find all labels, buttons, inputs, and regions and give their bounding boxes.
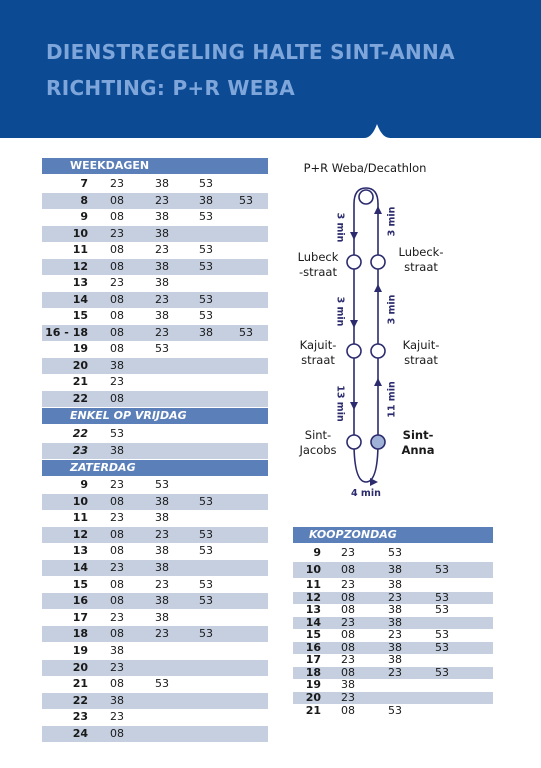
minute-cell: 08: [341, 562, 355, 576]
minute-cell: 38: [155, 259, 169, 273]
minute-cell: 23: [110, 610, 124, 624]
duration-down-2: 3 min: [334, 296, 346, 327]
table-row: [42, 358, 268, 374]
hour-cell: 18: [72, 627, 88, 641]
hour-cell: 21: [72, 677, 88, 691]
hour-cell: 13: [72, 276, 88, 289]
minute-cell: 23: [388, 665, 402, 679]
section-weekdagen: WEEKDAGEN: [42, 158, 268, 174]
stop-lubeckstraat-right: [392, 245, 450, 275]
table-row: [42, 510, 268, 526]
table-row: [42, 527, 268, 543]
table-row: [42, 275, 268, 291]
minute-cell: 08: [110, 727, 124, 740]
minute-cell: 53: [199, 292, 213, 306]
stop-label-line: Jacobs: [299, 443, 337, 457]
stop-sint-jacobs: [290, 428, 346, 458]
minute-cell: 38: [341, 678, 355, 691]
table-row: [293, 604, 493, 616]
minute-cell: 53: [435, 640, 449, 654]
hour-cell: 13: [72, 544, 88, 558]
minute-cell: 08: [110, 494, 124, 508]
minute-cell: 08: [110, 342, 124, 355]
minute-cell: 08: [110, 627, 124, 641]
minute-cell: 53: [155, 478, 169, 491]
minute-cell: 53: [435, 603, 449, 616]
table-row: [42, 426, 268, 442]
minute-cell: 08: [341, 590, 355, 604]
minute-cell: 23: [388, 590, 402, 604]
minute-cell: 38: [155, 494, 169, 508]
table-row: [42, 693, 268, 709]
hour-cell: 13: [305, 603, 321, 616]
minute-cell: 38: [155, 544, 169, 558]
hour-cell: 20: [72, 358, 88, 372]
table-row: [42, 610, 268, 626]
minute-cell: 23: [110, 478, 124, 491]
minute-cell: 08: [341, 640, 355, 654]
minute-cell: 38: [155, 610, 169, 624]
hour-cell: 11: [305, 578, 321, 591]
stop-label-line: Kajuit-: [402, 338, 440, 352]
minute-cell: 23: [155, 577, 169, 591]
table-row: [42, 543, 268, 559]
minute-cell: 08: [110, 544, 124, 558]
table-row: [293, 679, 493, 691]
hour-cell: 9: [313, 546, 321, 559]
minute-cell: 38: [388, 578, 402, 591]
minute-cell: 53: [199, 243, 213, 256]
minute-cell: 53: [199, 210, 213, 223]
header-notch: [364, 118, 390, 144]
hour-cell: 10: [305, 562, 321, 576]
hour-cell: 16: [305, 640, 321, 654]
table-row: [42, 643, 268, 659]
hour-cell: 15: [72, 309, 88, 322]
table-row: [42, 341, 268, 357]
stop-label-line: straat: [301, 353, 335, 367]
hour-cell: 10: [72, 494, 88, 508]
hour-cell: 12: [305, 590, 321, 604]
hour-cell: 22: [72, 391, 88, 405]
minute-cell: 23: [341, 653, 355, 666]
minute-cell: 38: [388, 653, 402, 666]
table-row: [42, 660, 268, 676]
hour-cell: 20: [305, 690, 321, 704]
hour-cell: 12: [72, 259, 88, 273]
table-row: [293, 562, 493, 578]
minute-cell: 53: [199, 494, 213, 508]
minute-cell: 53: [199, 594, 213, 608]
hour-cell: 12: [72, 527, 88, 541]
table-row: [42, 477, 268, 493]
duration-up-1: 3 min: [386, 206, 398, 237]
table-row: [293, 692, 493, 704]
hour-cell: 15: [72, 577, 88, 591]
table-row: [42, 726, 268, 742]
minute-cell: 53: [199, 627, 213, 641]
minute-cell: 53: [199, 259, 213, 273]
hour-cell: 14: [305, 615, 321, 629]
stop-kajuitstraat-left: [290, 338, 346, 368]
table-row: [42, 259, 268, 275]
table-row: [42, 709, 268, 725]
minute-cell: 08: [110, 243, 124, 256]
minute-cell: 53: [388, 546, 402, 559]
hour-cell: 9: [80, 210, 88, 223]
stop-sint-anna: [390, 428, 446, 458]
hour-cell: 22: [72, 427, 88, 440]
table-row: [42, 325, 268, 341]
hour-cell: 17: [72, 610, 88, 624]
minute-cell: 38: [155, 594, 169, 608]
minute-cell: 38: [110, 443, 124, 457]
minute-cell: 23: [155, 243, 169, 256]
title-line-2: RICHTING: P+R WEBA: [46, 76, 296, 100]
minute-cell: 23: [110, 177, 124, 190]
minute-cell: 53: [155, 677, 169, 691]
table-row: [42, 560, 268, 576]
table-row: [42, 292, 268, 308]
title-line-1: DIENSTREGELING HALTE SINT-ANNA: [46, 40, 455, 64]
stop-label-line: Sint-: [304, 428, 332, 442]
table-row: [293, 578, 493, 591]
minute-cell: 53: [155, 342, 169, 355]
hour-cell: 17: [305, 653, 321, 666]
minute-cell: 23: [155, 527, 169, 541]
table-row: [42, 676, 268, 692]
hour-cell: 18: [305, 665, 321, 679]
stop-label-line: Lubeck: [297, 250, 339, 264]
minute-cell: 38: [388, 562, 402, 576]
minute-cell: 53: [199, 527, 213, 541]
hour-cell: 14: [72, 292, 88, 306]
hour-cell: 22: [72, 693, 88, 707]
minute-cell: 38: [388, 640, 402, 654]
minute-cell: 38: [155, 511, 169, 525]
minute-cell: 38: [155, 561, 169, 574]
minute-cell: 53: [435, 628, 449, 641]
minute-cell: 38: [388, 615, 402, 629]
minute-cell: 53: [388, 704, 402, 717]
stop-label-line: Anna: [401, 443, 435, 457]
minute-cell: 23: [155, 193, 169, 207]
minute-cell: 23: [110, 710, 124, 724]
hour-cell: 19: [72, 644, 88, 657]
minute-cell: 38: [199, 325, 213, 339]
hour-cell: 16 - 18: [45, 325, 88, 339]
stop-label-line: Lubeck-: [398, 245, 444, 259]
minute-cell: 38: [155, 210, 169, 223]
minute-cell: 23: [110, 660, 124, 674]
hour-cell: 19: [305, 678, 321, 691]
minute-cell: 08: [341, 665, 355, 679]
hour-cell: 19: [72, 342, 88, 355]
minute-cell: 08: [110, 210, 124, 223]
minute-cell: 38: [110, 693, 124, 707]
hour-cell: 7: [80, 177, 88, 190]
table-row: [42, 209, 268, 225]
minute-cell: 53: [435, 562, 449, 576]
hour-cell: 11: [72, 243, 88, 256]
minute-cell: 23: [341, 546, 355, 559]
table-row: [42, 176, 268, 192]
minute-cell: 23: [155, 627, 169, 641]
hour-cell: 8: [80, 193, 88, 207]
minute-cell: 23: [341, 578, 355, 591]
hour-cell: 21: [72, 375, 88, 388]
minute-cell: 38: [110, 644, 124, 657]
minute-cell: 53: [199, 309, 213, 322]
minute-cell: 23: [110, 511, 124, 525]
duration-up-2: 3 min: [386, 294, 398, 325]
minute-cell: 53: [239, 193, 253, 207]
minute-cell: 08: [110, 259, 124, 273]
table-row: [42, 308, 268, 324]
table-row: [293, 654, 493, 666]
minute-cell: 53: [435, 590, 449, 604]
table-row: [293, 592, 493, 604]
minute-cell: 38: [388, 603, 402, 616]
stop-kajuitstraat-right: [392, 338, 450, 368]
minute-cell: 08: [110, 391, 124, 405]
minute-cell: 08: [341, 704, 355, 717]
minute-cell: 38: [110, 358, 124, 372]
duration-down-3: 13 min: [334, 385, 346, 422]
table-row: [42, 626, 268, 642]
minute-cell: 23: [110, 375, 124, 388]
minute-cell: 23: [110, 226, 124, 240]
table-row: [42, 193, 268, 209]
minute-cell: 08: [110, 594, 124, 608]
minute-cell: 38: [155, 226, 169, 240]
hour-cell: 24: [72, 727, 88, 740]
minute-cell: 53: [110, 427, 124, 440]
table-row: [42, 242, 268, 258]
table-row: [42, 226, 268, 242]
minute-cell: 23: [388, 628, 402, 641]
hour-cell: 9: [80, 478, 88, 491]
hour-cell: 23: [72, 710, 88, 724]
minute-cell: 08: [110, 309, 124, 322]
minute-cell: 38: [155, 276, 169, 289]
minute-cell: 23: [341, 690, 355, 704]
duration-up-3: 11 min: [386, 381, 398, 418]
stop-label-line: straat: [404, 260, 438, 274]
stop-label-line: Sint-: [402, 428, 434, 442]
table-row: [293, 642, 493, 654]
section-koopzondag: KOOPZONDAG: [293, 527, 493, 543]
minute-cell: 53: [435, 665, 449, 679]
table-row: [42, 494, 268, 510]
hour-cell: 23: [72, 443, 88, 457]
hour-cell: 14: [72, 561, 88, 574]
hour-cell: 11: [72, 511, 88, 525]
table-row: [42, 374, 268, 390]
minute-cell: 08: [110, 677, 124, 691]
minute-cell: 23: [155, 292, 169, 306]
minute-cell: 38: [155, 309, 169, 322]
terminus-label: P+R Weba/Decathlon: [303, 161, 427, 175]
minute-cell: 53: [239, 325, 253, 339]
table-row: [293, 667, 493, 679]
minute-cell: 53: [199, 544, 213, 558]
stop-label-line: -straat: [299, 265, 337, 279]
table-row: [42, 577, 268, 593]
table-row: [293, 617, 493, 629]
table-row: [293, 545, 493, 561]
minute-cell: 23: [110, 561, 124, 574]
stop-label-line: Kajuit-: [299, 338, 337, 352]
minute-cell: 38: [199, 193, 213, 207]
minute-cell: 23: [341, 615, 355, 629]
minute-cell: 23: [110, 276, 124, 289]
minute-cell: 53: [199, 177, 213, 190]
hour-cell: 21: [305, 704, 321, 717]
minute-cell: 08: [110, 292, 124, 306]
hour-cell: 10: [72, 226, 88, 240]
table-row: [293, 704, 493, 717]
hour-cell: 16: [72, 594, 88, 608]
table-row: [42, 443, 268, 459]
stop-lubeckstraat-left: [290, 250, 346, 280]
header-banner: [0, 0, 541, 138]
minute-cell: 08: [110, 193, 124, 207]
minute-cell: 23: [155, 325, 169, 339]
minute-cell: 08: [341, 603, 355, 616]
stop-label-line: straat: [404, 353, 438, 367]
minute-cell: 53: [199, 577, 213, 591]
table-row: [42, 391, 268, 407]
hour-cell: 15: [305, 628, 321, 641]
minute-cell: 08: [341, 628, 355, 641]
table-row: [293, 629, 493, 641]
table-row: [42, 593, 268, 609]
minute-cell: 08: [110, 527, 124, 541]
duration-down-1: 3 min: [334, 212, 346, 243]
section-enkel-op-vrijdag: ENKEL OP VRIJDAG: [42, 408, 268, 424]
minute-cell: 38: [155, 177, 169, 190]
section-zaterdag: ZATERDAG: [42, 460, 268, 476]
minute-cell: 08: [110, 577, 124, 591]
minute-cell: 08: [110, 325, 124, 339]
hour-cell: 20: [72, 660, 88, 674]
duration-bottom: 4 min: [351, 488, 381, 499]
